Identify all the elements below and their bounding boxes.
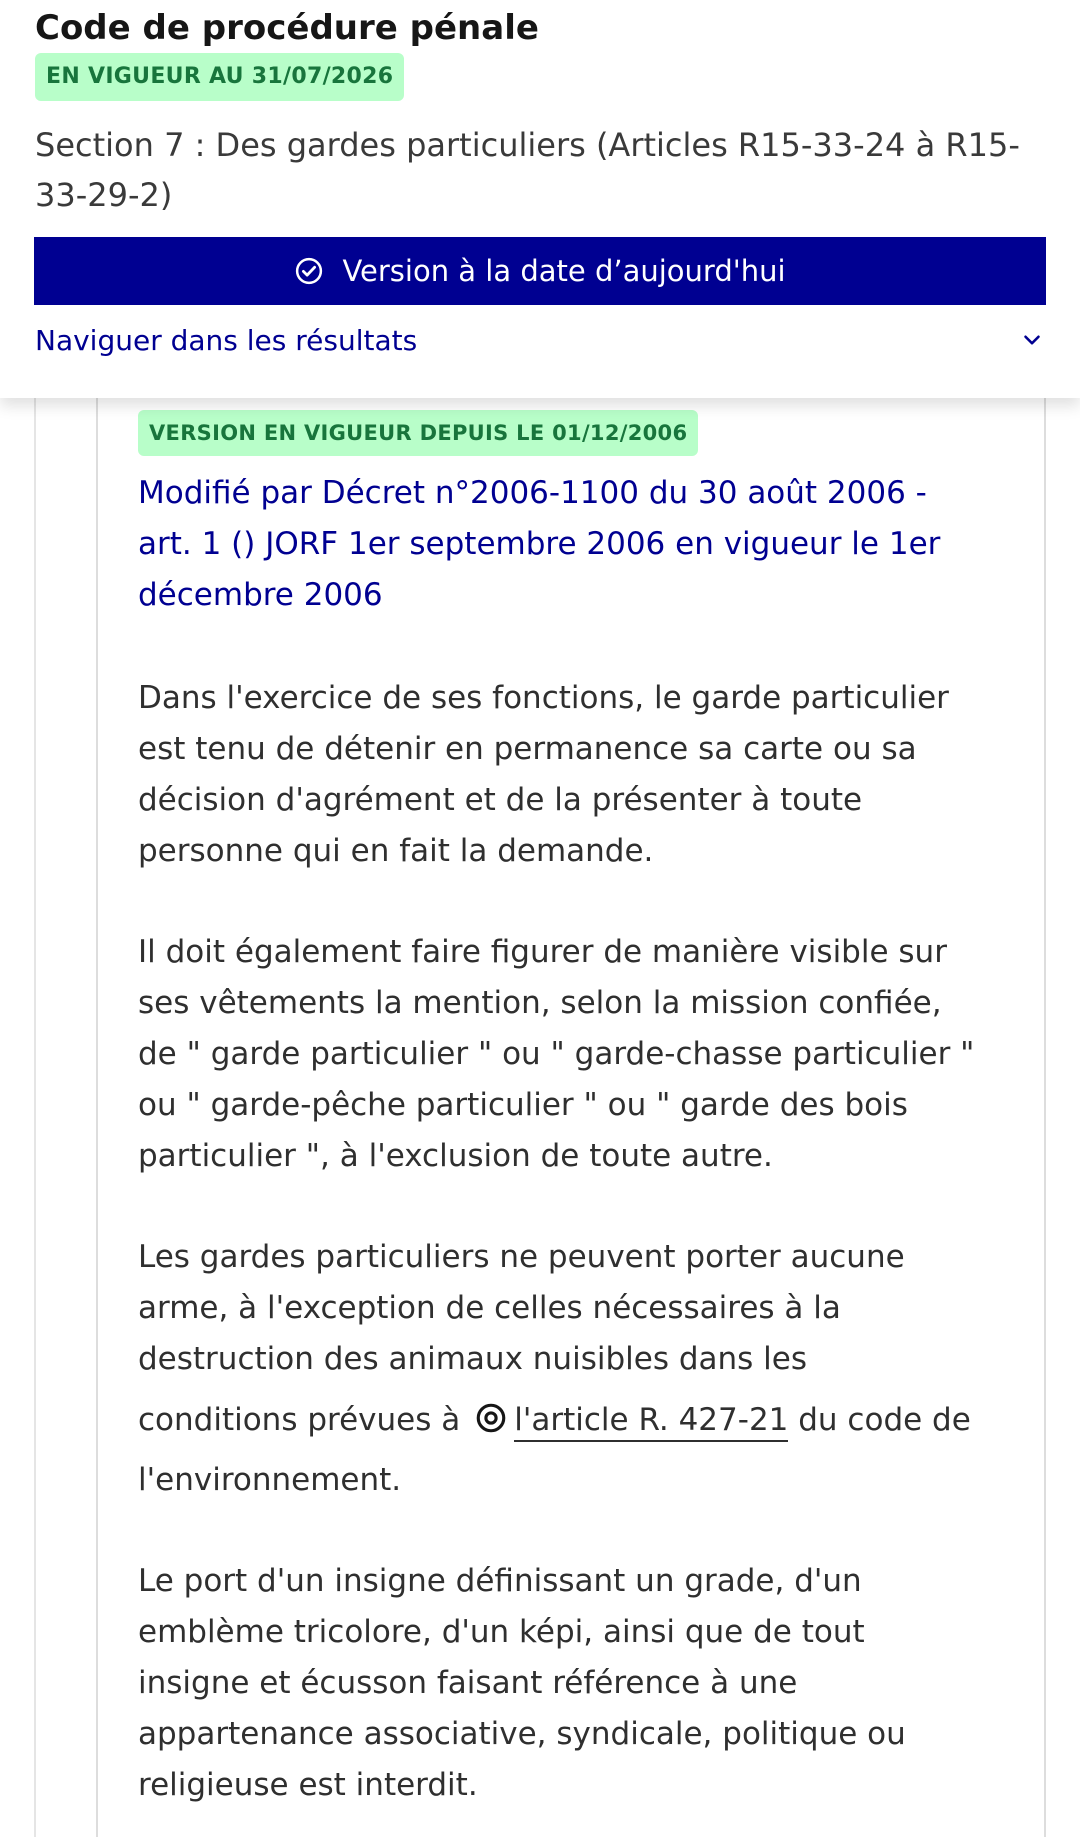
text-line: ses vêtements la mention, selon la mission confiée,	[138, 985, 942, 1021]
text-line: Le port d'un insigne définissant un grade, d'un	[138, 1563, 862, 1599]
text-line: Il doit également faire figurer de manière visible sur	[138, 934, 947, 970]
text-line: décision d'agrément et de la présenter à toute	[138, 782, 863, 818]
text-line: insigne et écusson faisant référence à une	[138, 1665, 798, 1701]
text-line: destruction des animaux nuisibles dans les	[138, 1341, 807, 1377]
text-line: ou " garde-pêche particulier " ou " garde des bois	[138, 1087, 908, 1123]
text-line: arme, à l'exception de celles nécessaires à la	[138, 1290, 841, 1326]
modified-by-link[interactable]: Modifié par Décret n°2006-1100 du 30 août 2006 - art. 1 () JORF 1er septembre 2006 en vigueur le 1er décembre 2006	[138, 475, 941, 613]
reference-line	[138, 1385, 1018, 1455]
text-line: religieuse est interdit.	[138, 1767, 478, 1803]
text-fragment: conditions prévues à	[138, 1402, 461, 1438]
text-line: Les gardes particuliers ne peuvent porter aucune	[138, 1239, 905, 1275]
text-line: l'environnement.	[138, 1462, 402, 1498]
article-paragraph-3	[138, 1232, 1018, 1506]
version-status-badge: VERSION EN VIGUEUR DEPUIS LE 01/12/2006	[138, 410, 698, 456]
in-force-badge: EN VIGUEUR AU 31/07/2026	[35, 53, 404, 101]
left-divider	[34, 398, 36, 1837]
text-line: personne qui en fait la demande.	[138, 833, 654, 869]
current-version-label: Version à la date d’aujourd'hui	[342, 254, 786, 288]
text-line: de " garde particulier " ou " garde-chasse particulier "	[138, 1036, 975, 1072]
text-line: emblème tricolore, d'un képi, ainsi que de tout	[138, 1614, 865, 1650]
article-paragraph-1	[138, 673, 1018, 877]
article-content	[138, 410, 1018, 1837]
article-body	[138, 673, 1018, 1811]
article-reference-link[interactable]: l'article R. 427-21	[514, 1402, 788, 1442]
code-title: Code de procédure pénale	[35, 8, 539, 48]
text-line: appartenance associative, syndicale, politique ou	[138, 1716, 906, 1752]
article-paragraph-2	[138, 927, 1018, 1182]
text-line: particulier ", à l'exclusion de toute autre.	[138, 1138, 773, 1174]
sticky-header	[0, 0, 1080, 398]
article-card	[96, 360, 1046, 1837]
article-paragraph-4	[138, 1556, 1018, 1811]
chevron-down-icon	[1019, 327, 1045, 353]
check-circle-icon	[294, 256, 324, 286]
current-version-button[interactable]	[34, 237, 1046, 305]
navigate-results-toggle[interactable]	[35, 318, 1047, 362]
navigate-results-label: Naviguer dans les résultats	[35, 323, 418, 357]
section-title: Section 7 : Des gardes particuliers (Articles R15-33-24 à R15-33-29-2)	[35, 126, 1020, 214]
text-line: est tenu de détenir en permanence sa carte ou sa	[138, 731, 917, 767]
text-line: Dans l'exercice de ses fonctions, le garde particulier	[138, 680, 949, 716]
text-fragment: du code de	[798, 1402, 971, 1438]
eye-icon	[474, 1401, 508, 1435]
